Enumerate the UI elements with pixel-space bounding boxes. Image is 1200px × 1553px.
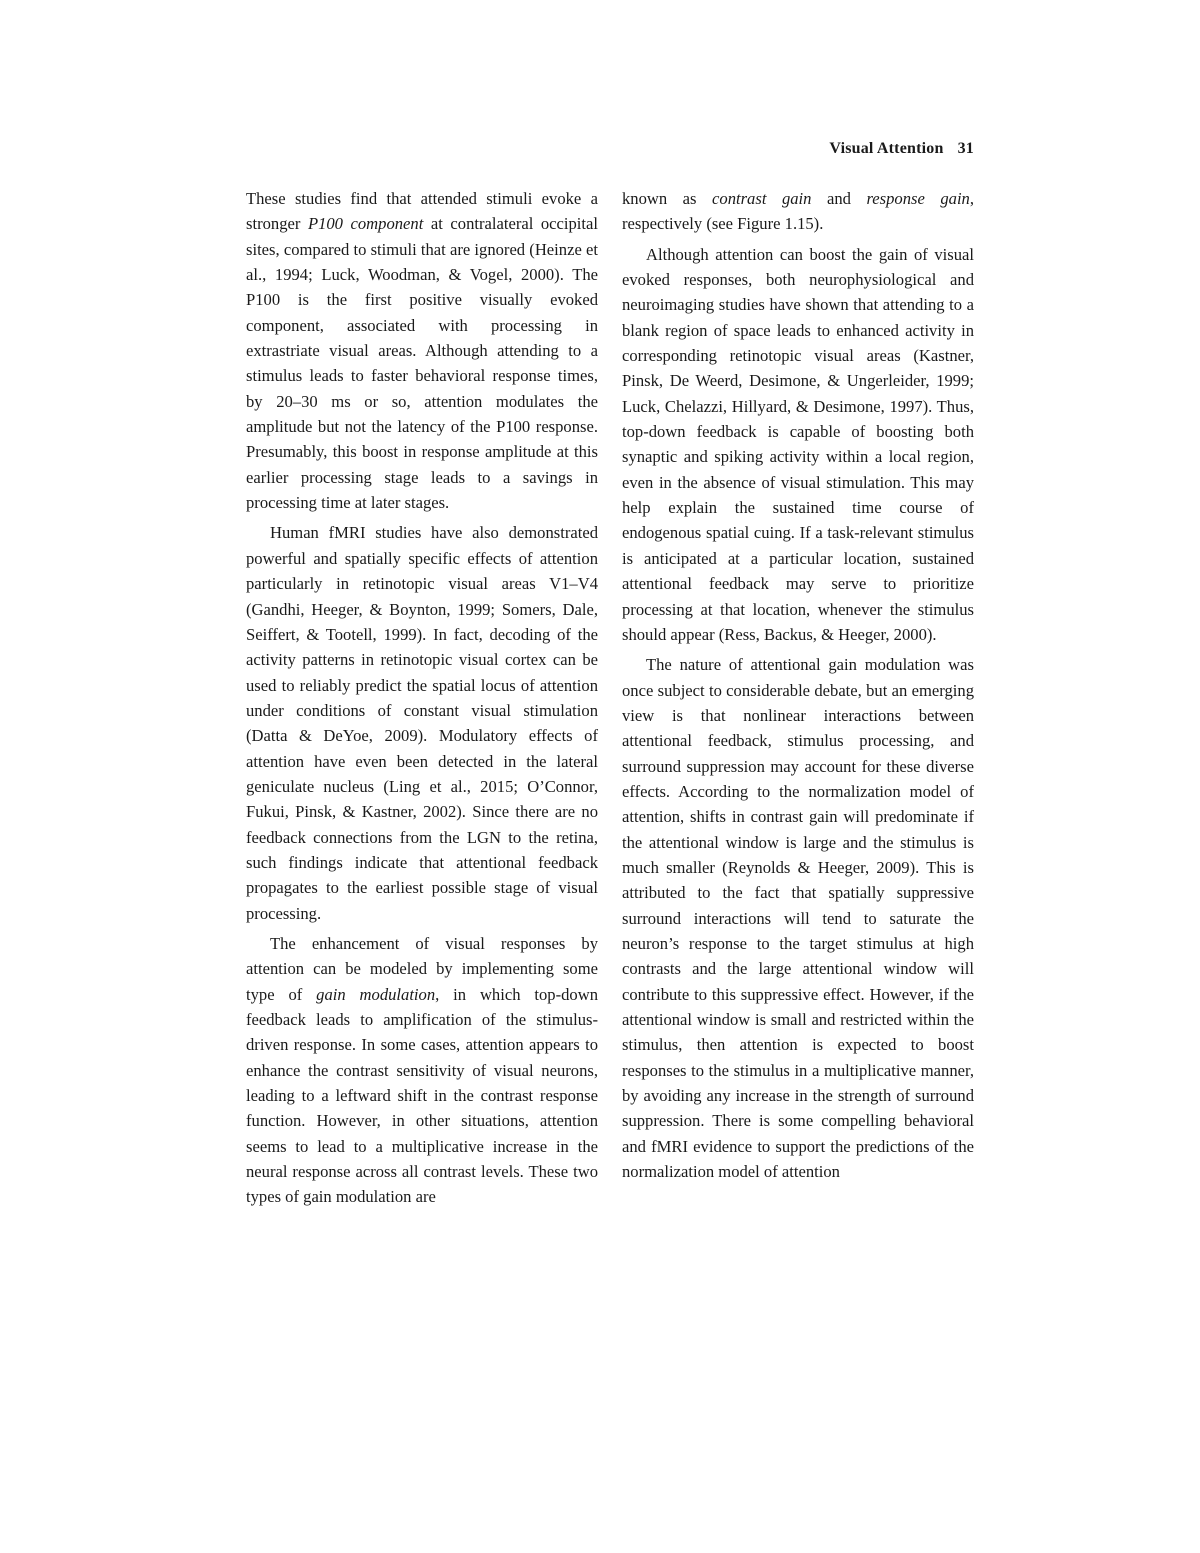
left-p1-text-b: at contralateral occipital sites, compared to stimuli that are ignored (Heinze et al., 1994; Luck, Woodman, & Vogel, 2000). The P100 is the first positive visually evoked component, associated with processing in extrastriate visual areas. Although attending to a stimulus leads to faster behavioral response times, by 20–30 ms or so, attention modulates the amplitude but not the latency of the P100 response. Presumably, this boost in response amplitude at this earlier processing stage leads to a savings in processing time at later stages. [246,214,599,513]
right-paragraph-1 [622,186,974,237]
left-paragraph-1 [246,186,598,515]
right-p1-text-b: and [811,189,867,208]
right-paragraph-3: The nature of attentional gain modulation was once subject to considerable debate, but an emerging view is that nonlinear interactions between attentional feedback, stimulus processing, and surround suppression may account for these diverse effects. According to the normalization model of attention, shifts in contrast gain will predominate if the attentional window is large and the stimulus is much smaller (Reynolds & Heeger, 2009). This is attributed to the fact that spatially suppressive surround interactions will tend to saturate the neuron’s response to the target stimulus at high contrasts and the large attentional window will contribute to this suppressive effect. However, if the attentional window is small and restricted within the stimulus, then attention is expected to boost responses to the stimulus in a multiplicative manner, by avoiding any increase in the strength of surround suppression. There is some compelling behavioral and fMRI evidence to support the predictions of the normalization model of attention [622,655,974,1182]
running-head-title: Visual Attention [829,140,944,157]
left-p1-italic-term: P100 component [307,214,424,234]
left-p1-text-a: These studies find that attended stimuli evoke a stronger [246,189,598,234]
left-p3-text-a: The enhancement of visual responses by attention can be modeled by implementing some type of [246,933,598,1004]
right-p1-italic-term-2: response gain [866,189,970,208]
running-head [829,140,974,158]
right-paragraph-2: Although attention can boost the gain of visual evoked responses, both neurophysiological and neuroimaging studies have shown that attending to a blank region of space leads to enhanced activity in corresponding retinotopic visual areas (Kastner, Pinsk, De Weerd, Desimone, & Ungerleider, 1999; Luck, Chelazzi, Hillyard, & Desimone, 1997). Thus, top-down feedback is capable of boosting both synaptic and spiking activity within a local region, even in the absence of visual stimulation. This may help explain the sustained time course of endogenous spatial cuing. If a task-relevant stimulus is anticipated at a particular location, sustained attentional feedback may serve to prioritize processing at that location, whenever the stimulus should appear (Ress, Backus, & Heeger, 2000). [622,244,974,644]
left-paragraph-2: Human fMRI studies have also demonstrated powerful and spatially specific effects of attention particularly in retinotopic visual areas V1–V4 (Gandhi, Heeger, & Boynton, 1999; Somers, Dale, Seiffert, & Tootell, 1999). In fact, decoding of the activity patterns in retinotopic visual cortex can be used to reliably predict the spatial locus of attention under conditions of constant visual stimulation (Datta & DeYoe, 2009). Modulatory effects of attention have even been detected in the lateral geniculate nucleus (Ling et al., 2015; O’Connor, Fukui, Pinsk, & Kastner, 2002). Since there are no feedback connections from the LGN to the retina, such findings indicate that attentional feedback propagates to the earliest possible stage of visual processing. [246,523,598,923]
page-number: 31 [957,140,974,157]
left-p3-text-b: , in which top-down feedback leads to amplification of the stimulus-driven response. In some cases, attention appears to enhance the contrast sensitivity of visual neurons, leading to a leftward shift in the contrast response function. However, in other situations, attention seems to lead to a multiplicative increase in the neural response across all contrast levels. These two types of gain modulation are [246,984,598,1207]
left-paragraph-3 [246,931,598,1210]
right-p1-italic-term-1: contrast gain [712,189,812,208]
left-p3-italic-term: gain modulation [316,984,436,1004]
right-p1-text-c: , respectively (see Figure 1.15). [622,189,975,234]
right-p1-text-a: known as [622,189,713,208]
left-column [246,186,598,1210]
right-column [622,186,974,1184]
